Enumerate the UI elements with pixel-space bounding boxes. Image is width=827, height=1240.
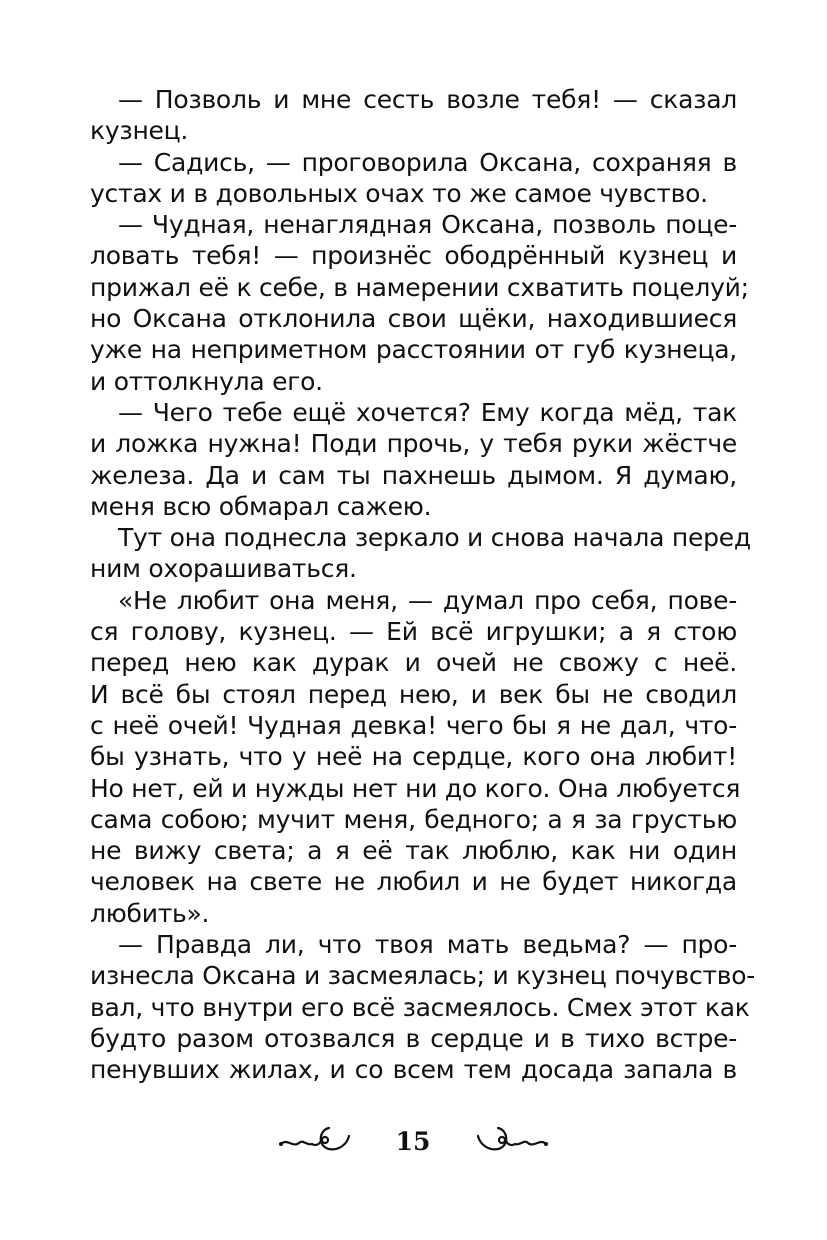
text-line: но Оксана отклонила свои щёки, находившиеся <box>90 304 737 334</box>
text-line: бы узнать, что у неё на сердце, кого она любит! <box>90 742 737 772</box>
text-line: с неё очей! Чудная девка! чего бы я не дал, что- <box>90 710 737 740</box>
text-line: Но нет, ей и нужды нет ни до кого. Она любуется <box>90 773 741 803</box>
text-line: меня всю обмарал сажею. <box>90 491 432 521</box>
text-line: и ложка нужна! Поди прочь, у тебя руки жёстче <box>90 429 737 459</box>
swirl-ornament-icon <box>472 1124 550 1158</box>
text-line: и оттолкнула его. <box>90 366 323 396</box>
text-line: — Чудная, ненаглядная Оксана, позволь поце- <box>118 210 737 240</box>
text-line: — Чего тебе ещё хочется? Ему когда мёд, так <box>118 397 737 427</box>
text-line: вал, что внутри его всё засмеялось. Смех этот как <box>90 992 750 1022</box>
text-line: перед нею как дурак и очей не свожу с неё. <box>90 648 737 678</box>
text-line: человек на свете не любил и не будет никогда <box>90 867 737 897</box>
text-line: Тут она поднесла зеркало и снова начала перед <box>118 523 751 553</box>
text-line: устах и в довольных очах то же самое чувство. <box>90 178 708 208</box>
text-line: сама собою; мучит меня, бедного; а я за грустью <box>90 804 737 834</box>
swirl-ornament-icon <box>277 1124 355 1158</box>
text-line: не вижу света; а я её так люблю, как ни один <box>90 836 737 866</box>
text-line: кузнец. <box>90 116 189 146</box>
page-number: 15 <box>395 1127 431 1156</box>
text-line: будто разом отозвался в сердце и в тихо встре- <box>90 1023 737 1053</box>
text-line: уже на неприметном расстоянии от губ кузнеца, <box>90 335 737 365</box>
text-line: — Правда ли, что твоя мать ведьма? — про- <box>118 930 737 960</box>
text-line: «Не любит она меня, — думал про себя, пове- <box>118 585 737 615</box>
page-body <box>90 84 756 1086</box>
text-line: изнесла Оксана и засмеялась; и кузнец почувство- <box>90 961 756 991</box>
page-footer <box>0 1118 827 1168</box>
text-line: прижал её к себе, в намерении схватить поцелуй; <box>90 272 749 302</box>
text-line: железа. Да и сам ты пахнешь дымом. Я думаю, <box>90 460 737 490</box>
text-line: — Позволь и мне сесть возле тебя! — сказал <box>118 85 737 114</box>
text-line: И всё бы стоял перед нею, и век бы не сводил <box>90 679 737 709</box>
text-line: ся голову, кузнец. — Ей всё игрушки; а я стою <box>90 617 737 647</box>
text-line: ним охорашиваться. <box>90 554 357 584</box>
text-line: любить». <box>90 898 210 928</box>
text-line: ловать тебя! — произнёс ободрённый кузнец и <box>90 241 737 271</box>
text-line: — Садись, — проговорила Оксана, сохраняя в <box>118 147 737 177</box>
text-line: пенувших жилах, и со всем тем досада запала в <box>90 1055 737 1085</box>
